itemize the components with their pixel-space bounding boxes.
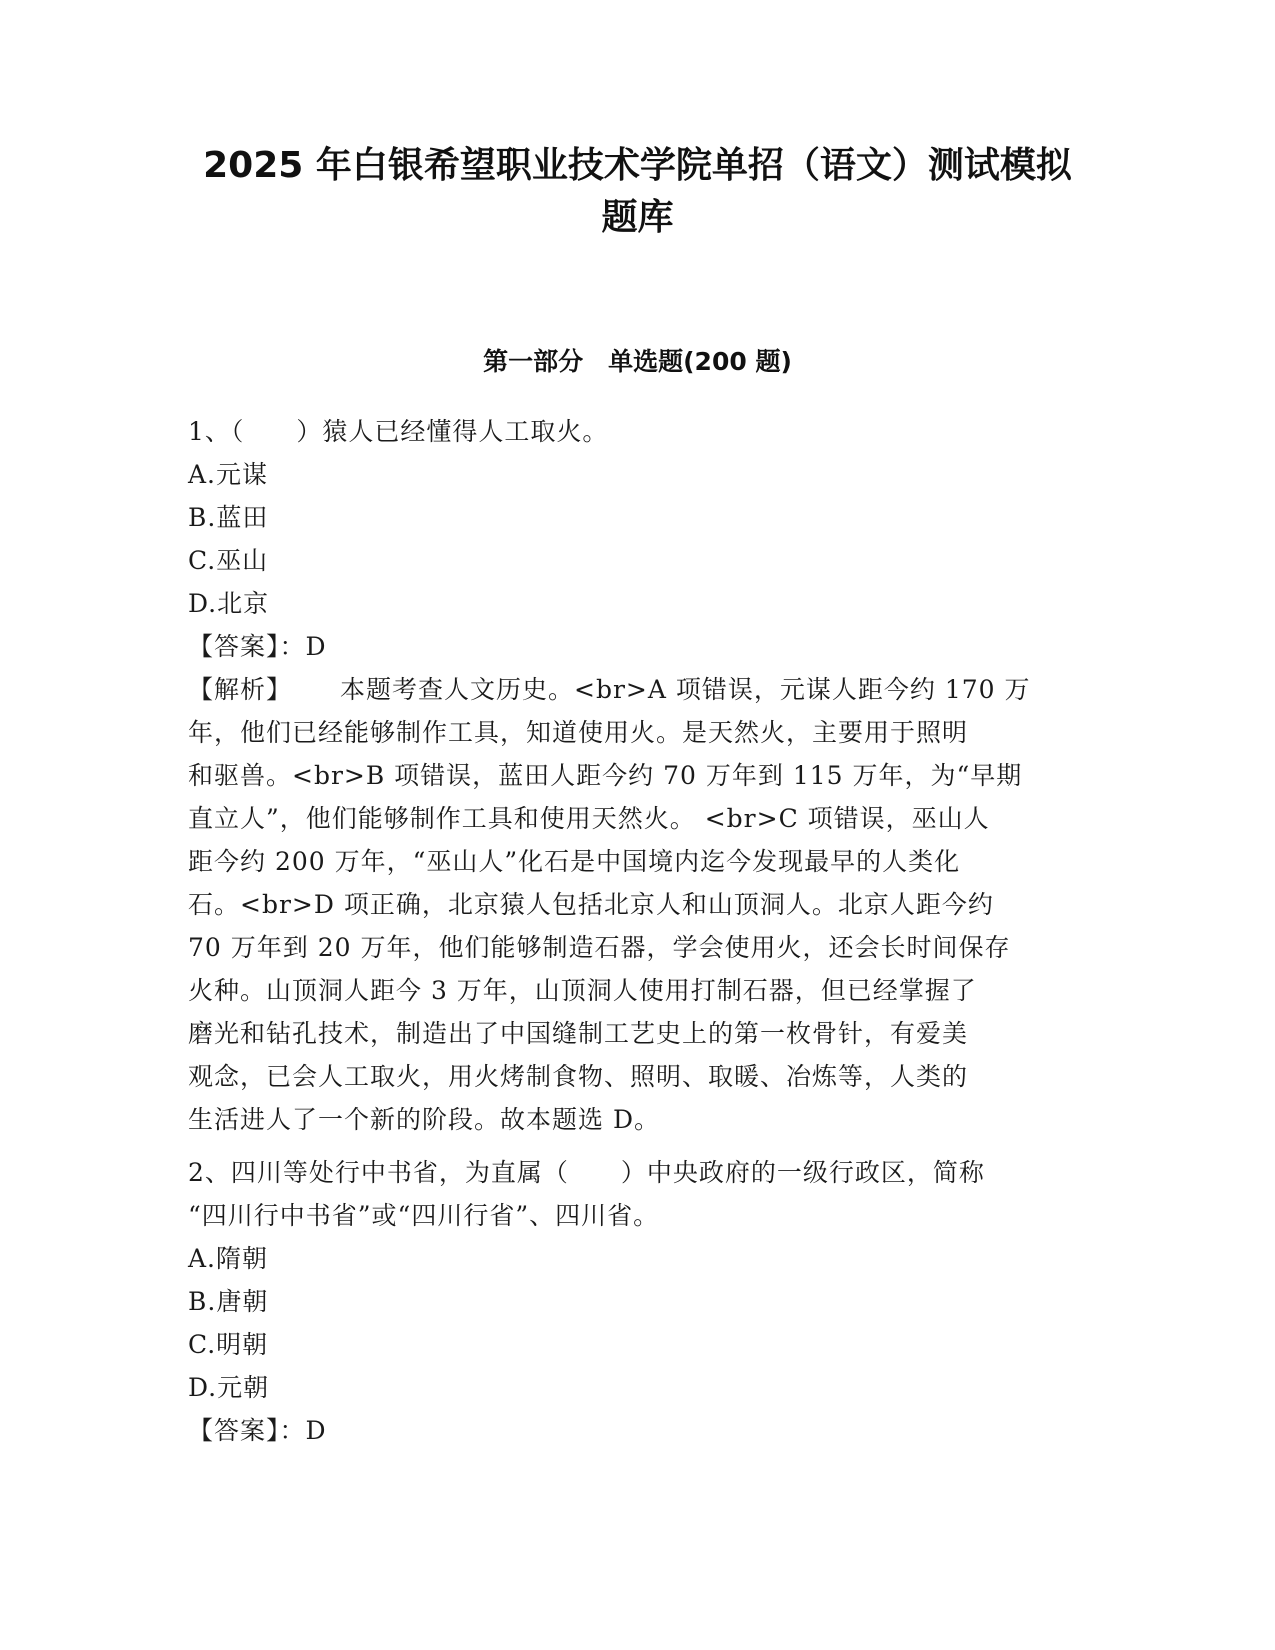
question-list: [188, 410, 1083, 1452]
analysis-line: 观念，已会人工取火，用火烤制食物、照明、取暖、冶炼等，人类的: [188, 1062, 969, 1091]
analysis-line: [188, 668, 1083, 711]
analysis-text: 本题考查人文历史。<br>A 项错误，元谋人距今约 170 万: [340, 675, 1031, 704]
analysis-line: 磨光和钻孔技术，制造出了中国缝制工艺史上的第一枚骨针，有爱美: [188, 1019, 969, 1048]
question-2: [188, 1151, 1083, 1452]
option-a: A.元谋: [188, 460, 269, 489]
question-1: [188, 410, 1083, 1141]
question-stem-line: “四川行中书省”或“四川行省”、四川省。: [188, 1201, 660, 1230]
option-a: A.隋朝: [188, 1244, 269, 1273]
section-heading: 第一部分 单选题(200 题): [483, 347, 792, 376]
answer-value: D: [305, 1416, 327, 1445]
document-title: [180, 140, 1095, 244]
analysis-line: 石。<br>D 项正确，北京猿人包括北京人和山顶洞人。北京人距今约: [188, 890, 994, 919]
answer-row: [188, 625, 1083, 668]
analysis-label: 【解析】: [188, 675, 293, 704]
analysis-line: 生活进人了一个新的阶段。故本题选 D。: [188, 1105, 660, 1134]
answer-label: 【答案】：: [188, 1416, 306, 1445]
answer-row: [188, 1409, 1083, 1452]
analysis-line: 距今约 200 万年，“巫山人”化石是中国境内迄今发现最早的人类化: [188, 847, 961, 876]
analysis-block: [188, 668, 1083, 1141]
option-d: D.元朝: [188, 1373, 270, 1402]
question-stem: 1、（ ）猿人已经懂得人工取火。: [188, 417, 609, 446]
option-c: C.明朝: [188, 1330, 269, 1359]
analysis-line: 和驱兽。<br>B 项错误，蓝田人距今约 70 万年到 115 万年，为“早期: [188, 761, 1023, 790]
option-b: B.蓝田: [188, 503, 269, 532]
analysis-line: 火种。山顶洞人距今 3 万年，山顶洞人使用打制石器，但已经掌握了: [188, 976, 977, 1005]
analysis-line: 年，他们已经能够制作工具，知道使用火。是天然火，主要用于照明: [188, 718, 969, 747]
option-c: C.巫山: [188, 546, 269, 575]
answer-value: D: [305, 632, 327, 661]
title-line-1: 2025 年白银希望职业技术学院单招（语文）测试模拟: [203, 145, 1072, 186]
option-d: D.北京: [188, 589, 270, 618]
question-stem-line: 2、四川等处行中书省，为直属（ ）中央政府的一级行政区，简称: [188, 1158, 985, 1187]
analysis-line: 直立人”，他们能够制作工具和使用天然火。 <br>C 项错误，巫山人: [188, 804, 990, 833]
option-b: B.唐朝: [188, 1287, 269, 1316]
answer-label: 【答案】：: [188, 632, 306, 661]
title-line-2: 题库: [601, 197, 674, 238]
analysis-line: 70 万年到 20 万年，他们能够制造石器，学会使用火，还会长时间保存: [188, 933, 1011, 962]
